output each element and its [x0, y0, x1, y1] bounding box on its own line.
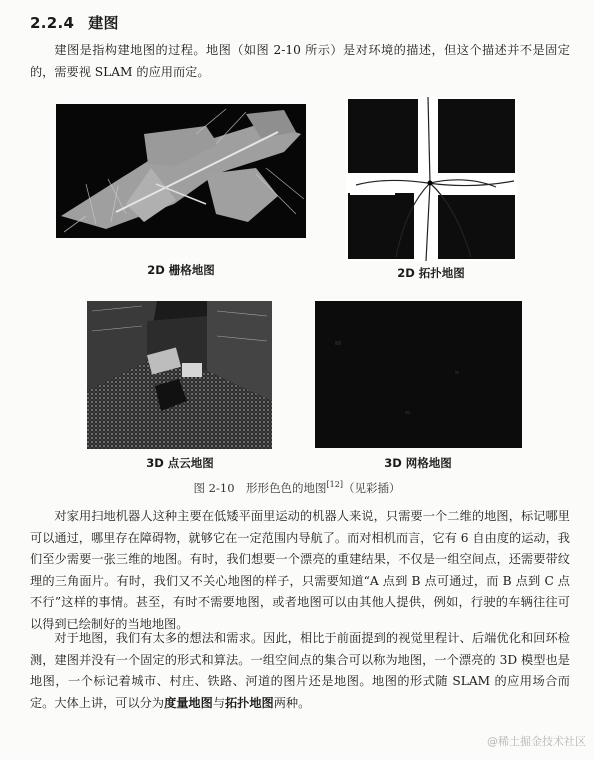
- figure-caption: [0, 480, 594, 496]
- figure-label-2d-topology: 2D 拓扑地图: [397, 266, 465, 280]
- figure-3d-point-cloud-map: [87, 301, 272, 449]
- figure-label-3d-mesh: 3D 网格地图: [384, 456, 452, 470]
- figure-label-2d-grid: 2D 栅格地图: [147, 263, 215, 277]
- caption-reference: [12]: [326, 480, 343, 490]
- section-heading: [30, 12, 119, 33]
- conjunction: 与: [212, 695, 225, 710]
- topology-map-image: [346, 97, 517, 261]
- body-paragraph-2: [30, 628, 570, 714]
- topological-map-term: 拓扑地图: [225, 695, 274, 710]
- point-cloud-image: [87, 301, 272, 449]
- metric-map-term: 度量地图: [164, 695, 213, 710]
- mesh-map-image: [315, 301, 522, 448]
- figure-2d-grid-map: [56, 104, 306, 238]
- body-paragraph-2-tail: 两种。: [273, 695, 311, 710]
- section-title: 建图: [88, 14, 119, 32]
- figure-3d-mesh-map: [315, 301, 522, 448]
- body-paragraph-1: 对家用扫地机器人这种主要在低矮平面里运动的机器人来说，只需要一个二维的地图，标记哪里可以通过，哪里存在障碍物，就够它在一定范围内导航了。而对相机而言，它有 6 自由度的运动，我们至少需要一张三维的地图。有时，我们想要一个漂亮的重建结果，不仅是一组空间点，还需要带纹理的三角面片。有时，我们又不关心地图的样子，只需要知道“A 点到 B 点可通过，而 B 点到 C 点不行”这样的事情。甚至，有时不需要地图，或者地图可以由其他人提供，例如，行驶的车辆往往可以得到已绘制好的当地地图。: [30, 509, 570, 631]
- body-paragraph-2-text: 对于地图，我们有太多的想法和需求。因此，相比于前面提到的视觉里程计、后端优化和回环检测，建图并没有一个固定的形式和算法。一组空间点的集合可以称为地图，一个漂亮的 3D 模型也是地图，一个标记着城市、村庄、铁路、河道的图片还是地图。地图的形式随 SLAM 的应用场合而定。大体上讲，可以分为: [30, 631, 570, 710]
- grid-map-image: [56, 104, 306, 238]
- figure-label-3d-point-cloud: 3D 点云地图: [146, 456, 214, 470]
- caption-text: 图 2-10 形形色色的地图: [193, 481, 327, 495]
- watermark: @稀土掘金技术社区: [487, 735, 586, 748]
- figure-2d-topology-map: [346, 97, 517, 261]
- section-number: 2.2.4: [30, 14, 75, 32]
- intro-paragraph: 建图是指构建地图的过程。地图（如图 2-10 所示）是对环境的描述，但这个描述并不是固定的，需要视 SLAM 的应用而定。: [30, 43, 570, 79]
- caption-suffix: （见彩插）: [342, 481, 401, 495]
